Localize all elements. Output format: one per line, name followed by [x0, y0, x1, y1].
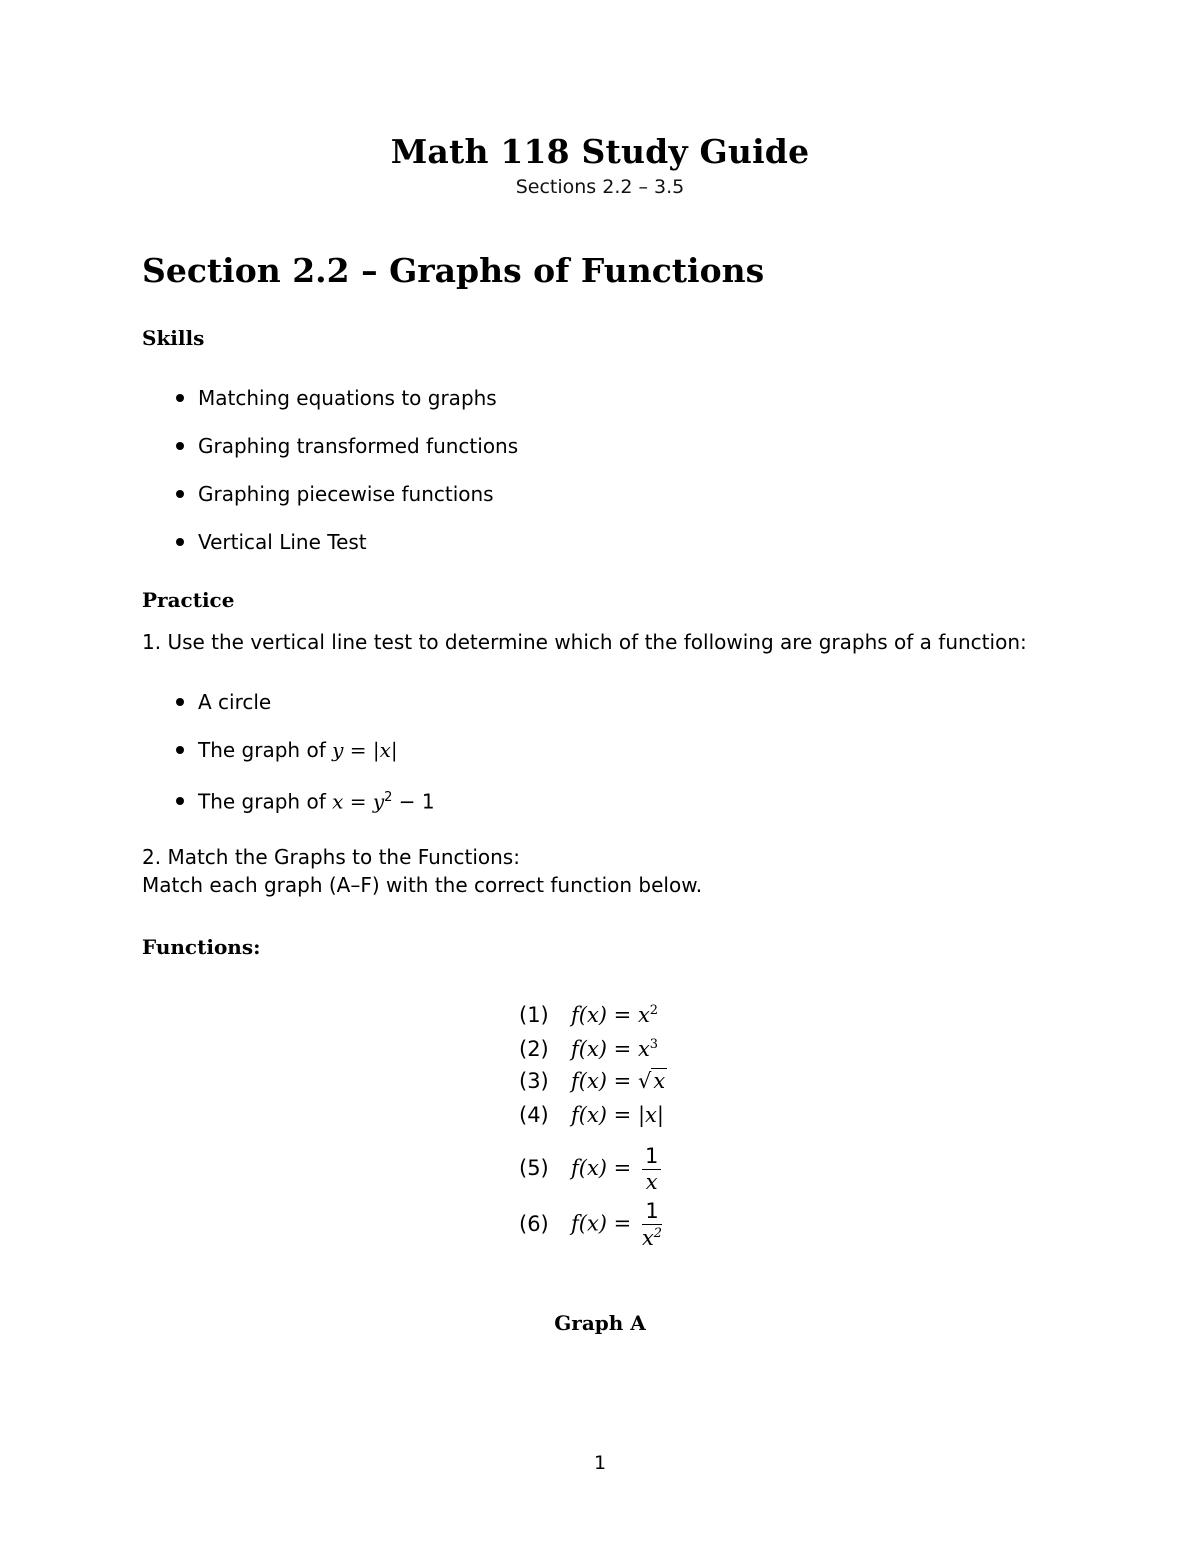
radicand: x: [653, 1069, 666, 1093]
question-1: 1. Use the vertical line test to determine which of the following are graphs of a function:: [142, 630, 1027, 654]
skills-list-item: [176, 432, 518, 460]
fraction-denominator: x: [645, 1170, 658, 1194]
skills-item-text: Matching equations to graphs: [198, 386, 497, 410]
function-lhs: f(x) =: [571, 1003, 638, 1027]
graph-label: Graph A: [554, 1311, 646, 1335]
function-row: [519, 1066, 667, 1096]
bullet-icon: [176, 394, 184, 402]
q1-list-item: [176, 688, 271, 716]
math-expression-rest: − 1: [392, 789, 435, 814]
function-number: (1): [519, 1003, 549, 1027]
function-lhs: f(x) =: [571, 1069, 638, 1093]
function-body: |x|: [637, 1103, 664, 1127]
function-row: [519, 1030, 658, 1060]
question-2-title: 2. Match the Graphs to the Functions:: [142, 845, 520, 869]
skills-item-text: Vertical Line Test: [198, 530, 367, 554]
exponent: 2: [649, 1003, 659, 1018]
radical-sign-icon: √: [637, 1069, 652, 1093]
fraction-numerator: 1: [642, 1201, 662, 1225]
exponent: 3: [649, 1037, 659, 1052]
function-row: [519, 1100, 664, 1130]
section-heading: Section 2.2 – Graphs of Functions: [142, 251, 765, 290]
skills-heading: Skills: [142, 326, 205, 350]
function-row: [519, 1144, 661, 1194]
question-2-instruction: Match each graph (A–F) with the correct function below.: [142, 873, 703, 897]
square-root: [638, 1068, 667, 1093]
q1-item-text: The graph of: [198, 738, 333, 762]
function-base: x: [637, 1037, 650, 1061]
bullet-icon: [176, 746, 184, 754]
document-title: Math 118 Study Guide: [390, 132, 810, 171]
practice-heading: Practice: [142, 588, 235, 612]
fraction: [642, 1146, 661, 1193]
fraction-numerator: 1: [642, 1146, 661, 1170]
function-number: (3): [519, 1069, 549, 1093]
bullet-icon: [176, 797, 184, 805]
skills-list-item: [176, 480, 494, 508]
function-lhs: f(x) =: [571, 1156, 638, 1180]
skills-item-text: Graphing transformed functions: [198, 434, 519, 458]
skills-list-item: [176, 528, 367, 556]
function-number: (2): [519, 1037, 549, 1061]
fraction: [642, 1201, 662, 1249]
function-base: x: [637, 1003, 650, 1027]
function-number: (5): [519, 1156, 549, 1180]
exponent: 2: [384, 790, 393, 805]
q1-item-text: The graph of: [198, 789, 333, 814]
math-expression: x = y: [332, 789, 385, 814]
function-number: (6): [519, 1211, 549, 1236]
bullet-icon: [176, 698, 184, 706]
functions-heading: Functions:: [142, 935, 261, 959]
bullet-icon: [176, 538, 184, 546]
function-lhs: f(x) =: [571, 1037, 638, 1061]
denominator-base: x: [641, 1226, 654, 1250]
fraction-denominator: [642, 1225, 662, 1249]
function-row: [519, 996, 658, 1026]
q1-list-item: [176, 784, 435, 812]
page-number: 1: [593, 1452, 607, 1474]
q1-item-text: A circle: [198, 690, 272, 714]
q1-list-item: [176, 736, 398, 764]
skills-item-text: Graphing piecewise functions: [198, 482, 494, 506]
function-number: (4): [519, 1103, 549, 1127]
skills-list-item: [176, 384, 497, 412]
function-lhs: f(x) =: [571, 1103, 638, 1127]
math-expression: y = |x|: [332, 738, 398, 762]
function-lhs: f(x) =: [571, 1211, 638, 1236]
bullet-icon: [176, 442, 184, 450]
exponent: 2: [653, 1226, 663, 1241]
function-row: [519, 1199, 663, 1250]
bullet-icon: [176, 490, 184, 498]
document-subtitle: Sections 2.2 – 3.5: [515, 176, 685, 198]
